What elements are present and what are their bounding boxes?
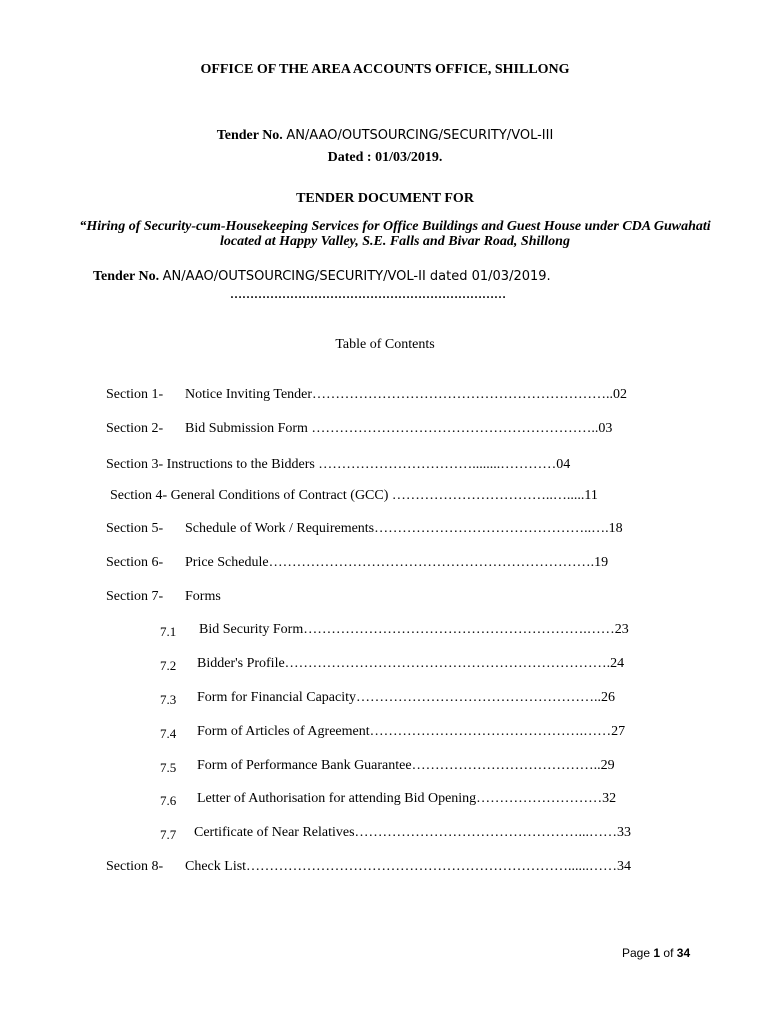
tender-label: Tender No.: [216, 128, 283, 143]
toc-section-3-entry[interactable]: Section 3- Instructions to the Bidders ……………………………........…………04: [106, 457, 571, 472]
toc-section-6-entry[interactable]: Price Schedule…………………………………………………………….19: [185, 555, 609, 570]
office-heading: OFFICE OF THE AREA ACCOUNTS OFFICE, SHILLONG: [200, 62, 570, 77]
toc-form-7-5-number: 7.5: [160, 760, 177, 775]
toc-form-7-2-number: 7.2: [160, 658, 177, 673]
toc-title: Table of Contents: [335, 337, 435, 352]
toc-section-7-entry[interactable]: Forms: [185, 589, 221, 604]
dated-line: Dated : 01/03/2019.: [327, 150, 443, 165]
toc-section-8-number: Section 8-: [106, 859, 164, 874]
of-label: of: [663, 946, 674, 960]
toc-form-7-3-number: 7.3: [160, 692, 177, 707]
tender-number: AN/AAO/OUTSOURCING/SECURITY/VOL-III: [286, 128, 554, 143]
toc-form-7-7-entry[interactable]: Certificate of Near Relatives…………………………………………...……33: [194, 825, 632, 840]
toc-form-7-4-entry[interactable]: Form of Articles of Agreement……………………………………….……27: [197, 724, 626, 739]
toc-form-7-6-entry[interactable]: Letter of Authorisation for attending Bid Opening………………………32: [197, 791, 617, 806]
document-title: TENDER DOCUMENT FOR: [296, 191, 474, 206]
toc-section-5-number: Section 5-: [106, 521, 164, 536]
toc-section-2-number: Section 2-: [106, 421, 164, 436]
toc-form-7-1-number: 7.1: [160, 624, 177, 639]
tender-number-dated: AN/AAO/OUTSOURCING/SECURITY/VOL-II dated 01/03/2019.: [162, 269, 551, 284]
document-subject: “Hiring of Security-cum-Housekeeping Services for Office Buildings and Guest House under CDA Guwahati located at Happy Valley, S.E. Falls and Bivar Road, Shillong: [79, 219, 711, 249]
page-number: 1: [653, 946, 661, 960]
toc-section-2-entry[interactable]: Bid Submission Form ……………………………………………………..03: [185, 421, 613, 436]
toc-form-7-1-entry[interactable]: Bid Security Form…………………………………………………….……23: [199, 622, 629, 637]
toc-form-7-7-number: 7.7: [160, 827, 177, 842]
toc-section-5-entry[interactable]: Schedule of Work / Requirements………………………………………..….18: [185, 521, 623, 536]
toc-form-7-2-entry[interactable]: Bidder's Profile…………………………………………………………….24: [197, 656, 625, 671]
toc-form-7-6-number: 7.6: [160, 793, 177, 808]
tender-number-line: [0, 128, 770, 144]
toc-section-1-number: Section 1-: [106, 387, 164, 402]
tender-label-2: Tender No.: [93, 269, 160, 284]
page-label: Page: [622, 946, 651, 960]
toc-section-8-entry[interactable]: Check List……………………………………………………………......……34: [185, 859, 632, 874]
toc-section-7-number: Section 7-: [106, 589, 164, 604]
toc-section-4-entry[interactable]: Section 4- General Conditions of Contract (GCC) ……………………………..….....11: [110, 488, 598, 503]
total-pages: 34: [676, 946, 691, 960]
dotted-rule: ……………………………………………………………: [230, 287, 506, 301]
page-number-footer: [622, 946, 690, 960]
tender-number-line-2: [93, 269, 551, 285]
toc-section-6-number: Section 6-: [106, 555, 164, 570]
toc-form-7-4-number: 7.4: [160, 726, 177, 741]
toc-form-7-3-entry[interactable]: Form for Financial Capacity……………………………………………..26: [197, 690, 616, 705]
toc-section-1-entry[interactable]: Notice Inviting Tender………………………………………………………..02: [185, 387, 628, 402]
toc-form-7-5-entry[interactable]: Form of Performance Bank Guarantee…………………………………..29: [197, 758, 615, 773]
